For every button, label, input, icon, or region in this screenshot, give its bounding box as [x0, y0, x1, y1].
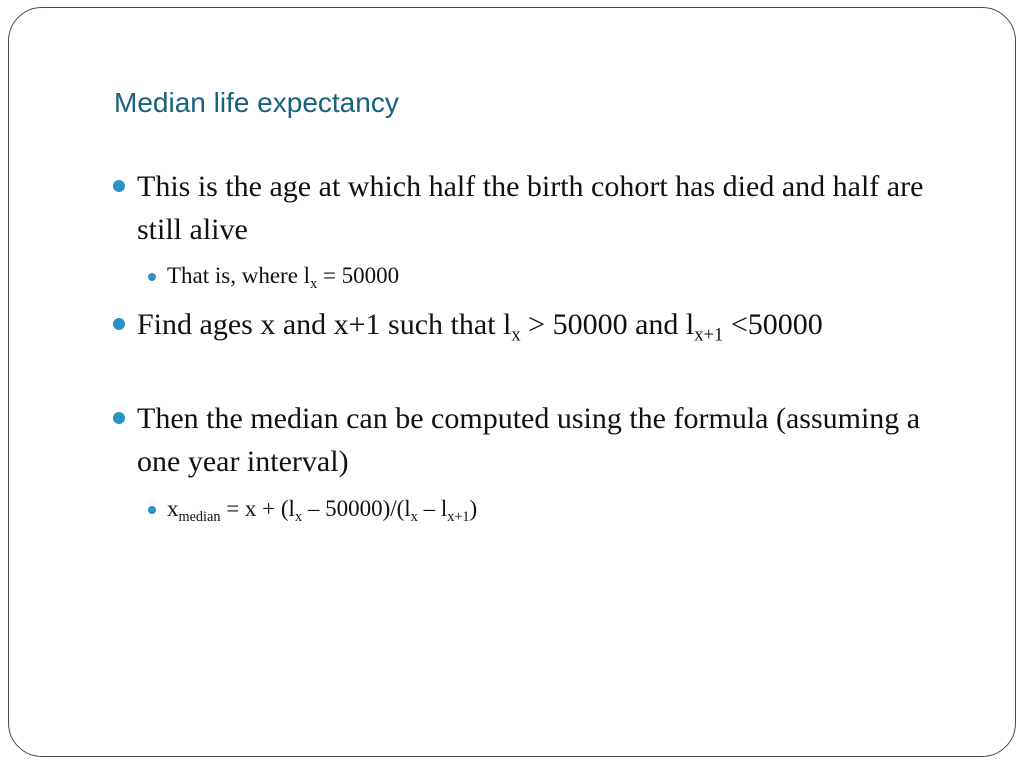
sub-bullet-dot-icon	[148, 506, 156, 514]
bullet-dot-icon	[113, 412, 125, 424]
bullet-text: Then the median can be computed using the formula (assuming a one year interval)	[137, 402, 921, 478]
formula-text: – l	[417, 496, 448, 521]
sub-bullet-text: = 50000	[317, 263, 400, 288]
bullet-text: Find ages x and x+1 such that l	[137, 308, 512, 341]
subscript: x	[410, 508, 418, 525]
subscript: x+1	[447, 508, 470, 525]
bullet-item-definition	[137, 165, 967, 251]
sub-bullet-item-median-formula	[167, 494, 947, 524]
subscript: median	[178, 508, 221, 525]
formula-text: x	[167, 496, 179, 521]
bullet-dot-icon	[113, 180, 125, 192]
subscript: x	[511, 324, 521, 346]
subscript: x	[310, 275, 318, 292]
bullet-text: <50000	[723, 308, 823, 341]
subscript: x+1	[694, 324, 724, 346]
slide-title: Median life expectancy	[114, 87, 399, 118]
bullet-dot-icon	[113, 318, 125, 330]
subscript: x	[294, 508, 303, 525]
formula-text: – 50000)/(l	[302, 496, 411, 521]
formula-text: = x + (l	[220, 496, 295, 521]
bullet-item-formula	[137, 397, 967, 483]
bullet-item-find-ages	[137, 303, 967, 346]
sub-bullet-item-where	[167, 261, 947, 291]
bullet-text: > 50000 and l	[520, 308, 695, 341]
bullet-text: This is the age at which half the birth cohort has died and half are still alive	[137, 170, 924, 246]
sub-bullet-dot-icon	[148, 273, 156, 281]
formula-text: )	[469, 496, 478, 521]
sub-bullet-text: That is, where l	[167, 263, 311, 288]
